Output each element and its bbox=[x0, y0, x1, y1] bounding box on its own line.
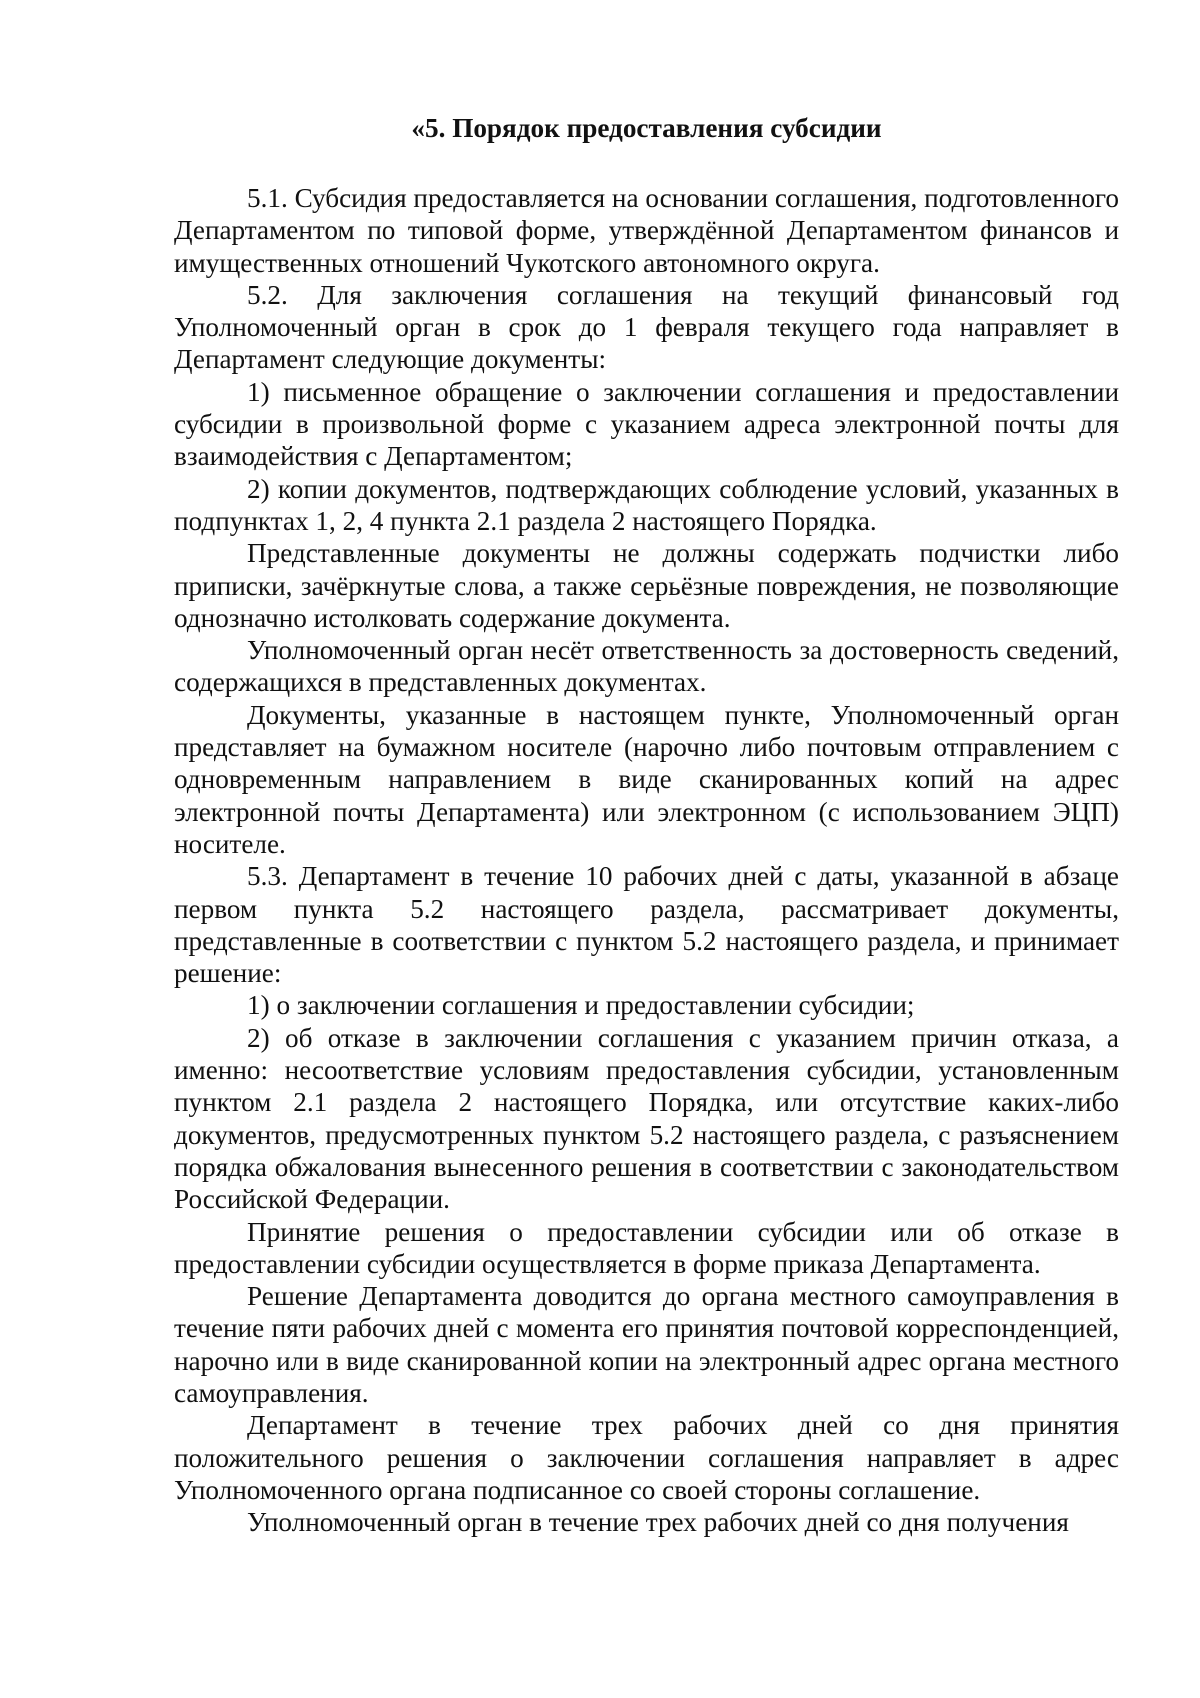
paragraph-document-requirements: Представленные документы не должны содержать подчистки либо приписки, зачёркнутые слова, а также серьёзные повреждения, не позволяющие однозначно истолковать содержание документа. bbox=[174, 538, 1119, 633]
paragraph-decision-notification: Решение Департамента доводится до органа местного самоуправления в течение пяти рабочих дней с момента его принятия почтовой корреспонденцией, нарочно или в виде сканированной копии на электронный адрес органа местного самоуправления. bbox=[174, 1281, 1119, 1408]
paragraph-5-2-item-1: 1) письменное обращение о заключении соглашения и предоставлении субсидии в произвольной форме с указанием адреса электронной почты для взаимодействия с Департаментом; bbox=[174, 376, 1119, 472]
section-title: «5. Порядок предоставления субсидии bbox=[411, 113, 882, 143]
paragraph-responsibility: Уполномоченный орган несёт ответственность за достоверность сведений, содержащихся в представленных документах. bbox=[174, 635, 1119, 698]
paragraph-5-1: 5.1. Субсидия предоставляется на основании соглашения, подготовленного Департаментом по типовой форме, утверждённой Департаментом финансов и имущественных отношений Чукотского автономного округа. bbox=[174, 183, 1119, 278]
paragraph-submission-method: Документы, указанные в настоящем пункте, Уполномоченный орган представляет на бумажном носителе (нарочно либо почтовым отправлением с одновременным направлением в виде сканированных копий на адрес электронной почты Департамента) или электронном (с использованием ЭЦП) носителе. bbox=[174, 699, 1119, 859]
document-body bbox=[174, 112, 1119, 1538]
paragraph-decision-form: Принятие решения о предоставлении субсидии или об отказе в предоставлении субсидии осуществляется в форме приказа Департамента. bbox=[174, 1216, 1119, 1279]
paragraph-5-3-item-2: 2) об отказе в заключении соглашения с указанием причин отказа, а именно: несоответствие условиям предоставления субсидии, установленным пунктом 2.1 раздела 2 настоящего Порядка, или отсутствие каких-либо документов, предусмотренных пунктом 5.2 настоящего раздела, с разъяснением порядка обжалования вынесенного решения в соответствии с законодательством Российской Федерации. bbox=[174, 1022, 1119, 1215]
paragraph-5-3: 5.3. Департамент в течение 10 рабочих дней с даты, указанной в абзаце первом пункта 5.2 настоящего раздела, рассматривает документы, представленные в соответствии с пунктом 5.2 настоящего раздела, и принимает решение: bbox=[174, 861, 1119, 989]
paragraph-5-3-item-1: 1) о заключении соглашения и предоставлении субсидии; bbox=[247, 990, 915, 1021]
paragraph-5-2: 5.2. Для заключения соглашения на текущий финансовый год Уполномоченный орган в срок до 1 февраля текущего года направляет в Департамент следующие документы: bbox=[174, 279, 1119, 375]
paragraph-agreement-sending: Департамент в течение трех рабочих дней со дня принятия положительного решения о заключении соглашения направляет в адрес Уполномоченного органа подписанное со своей стороны соглашение. bbox=[174, 1410, 1119, 1505]
paragraph-authorized-body: Уполномоченный орган в течение трех рабочих дней со дня получения bbox=[247, 1507, 1069, 1538]
paragraph-5-2-item-2: 2) копии документов, подтверждающих соблюдение условий, указанных в подпунктах 1, 2, 4 пункта 2.1 раздела 2 настоящего Порядка. bbox=[174, 473, 1119, 536]
